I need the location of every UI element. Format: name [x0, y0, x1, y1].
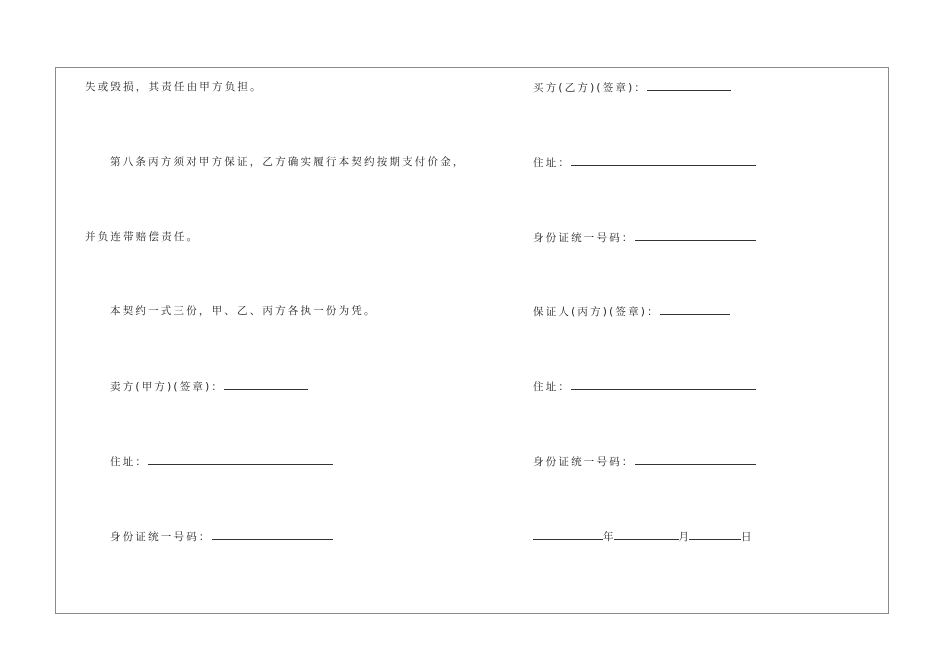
guarantor-signature-line	[533, 304, 730, 319]
article-8-line-2	[85, 230, 199, 244]
signing-date-line	[533, 529, 752, 544]
seller-address-label: 住址：	[110, 456, 149, 468]
guarantor-address-blank	[571, 379, 756, 390]
buyer-address-blank	[571, 155, 756, 166]
guarantor-address-line	[533, 379, 756, 394]
seller-signature-blank	[224, 379, 308, 390]
guarantor-id-line	[533, 454, 756, 469]
seller-id-line	[110, 529, 333, 544]
seller-id-blank	[212, 529, 333, 540]
date-year-blank	[533, 529, 603, 540]
guarantor-address-label: 住址：	[533, 381, 572, 393]
date-month-blank	[614, 529, 679, 540]
buyer-signature-line	[533, 80, 731, 95]
article-8-text-2: 并负连带赔偿责任。	[85, 231, 200, 243]
buyer-id-blank	[635, 230, 756, 241]
copies-clause-text: 本契约一式三份，甲、乙、丙方各执一份为凭。	[110, 305, 377, 317]
seller-id-label: 身份证统一号码：	[110, 531, 212, 543]
guarantor-id-blank	[635, 454, 756, 465]
clause-continuation-text: 失或毁损，其责任由甲方负担。	[85, 81, 263, 93]
date-day-label: 日	[741, 531, 752, 543]
seller-signature-label: 卖方(甲方)(签章)：	[110, 381, 225, 393]
clause-continuation	[85, 80, 263, 94]
buyer-id-line	[533, 230, 756, 245]
seller-signature-line	[110, 379, 308, 394]
buyer-signature-blank	[647, 80, 731, 91]
guarantor-signature-blank	[660, 304, 730, 315]
article-8-line-1	[110, 155, 466, 169]
article-8-text-1: 第八条丙方须对甲方保证，乙方确实履行本契约按期支付价金，	[110, 156, 466, 168]
seller-address-blank	[148, 454, 333, 465]
date-day-blank	[689, 529, 741, 540]
date-month-label: 月	[678, 531, 689, 543]
buyer-signature-label: 买方(乙方)(签章)：	[533, 82, 648, 94]
seller-address-line	[110, 454, 333, 469]
buyer-address-label: 住址：	[533, 157, 572, 169]
date-year-label: 年	[603, 531, 614, 543]
guarantor-id-label: 身份证统一号码：	[533, 456, 635, 468]
buyer-address-line	[533, 155, 756, 170]
guarantor-signature-label: 保证人(丙方)(签章)：	[533, 306, 660, 318]
copies-clause	[110, 304, 377, 318]
buyer-id-label: 身份证统一号码：	[533, 232, 635, 244]
